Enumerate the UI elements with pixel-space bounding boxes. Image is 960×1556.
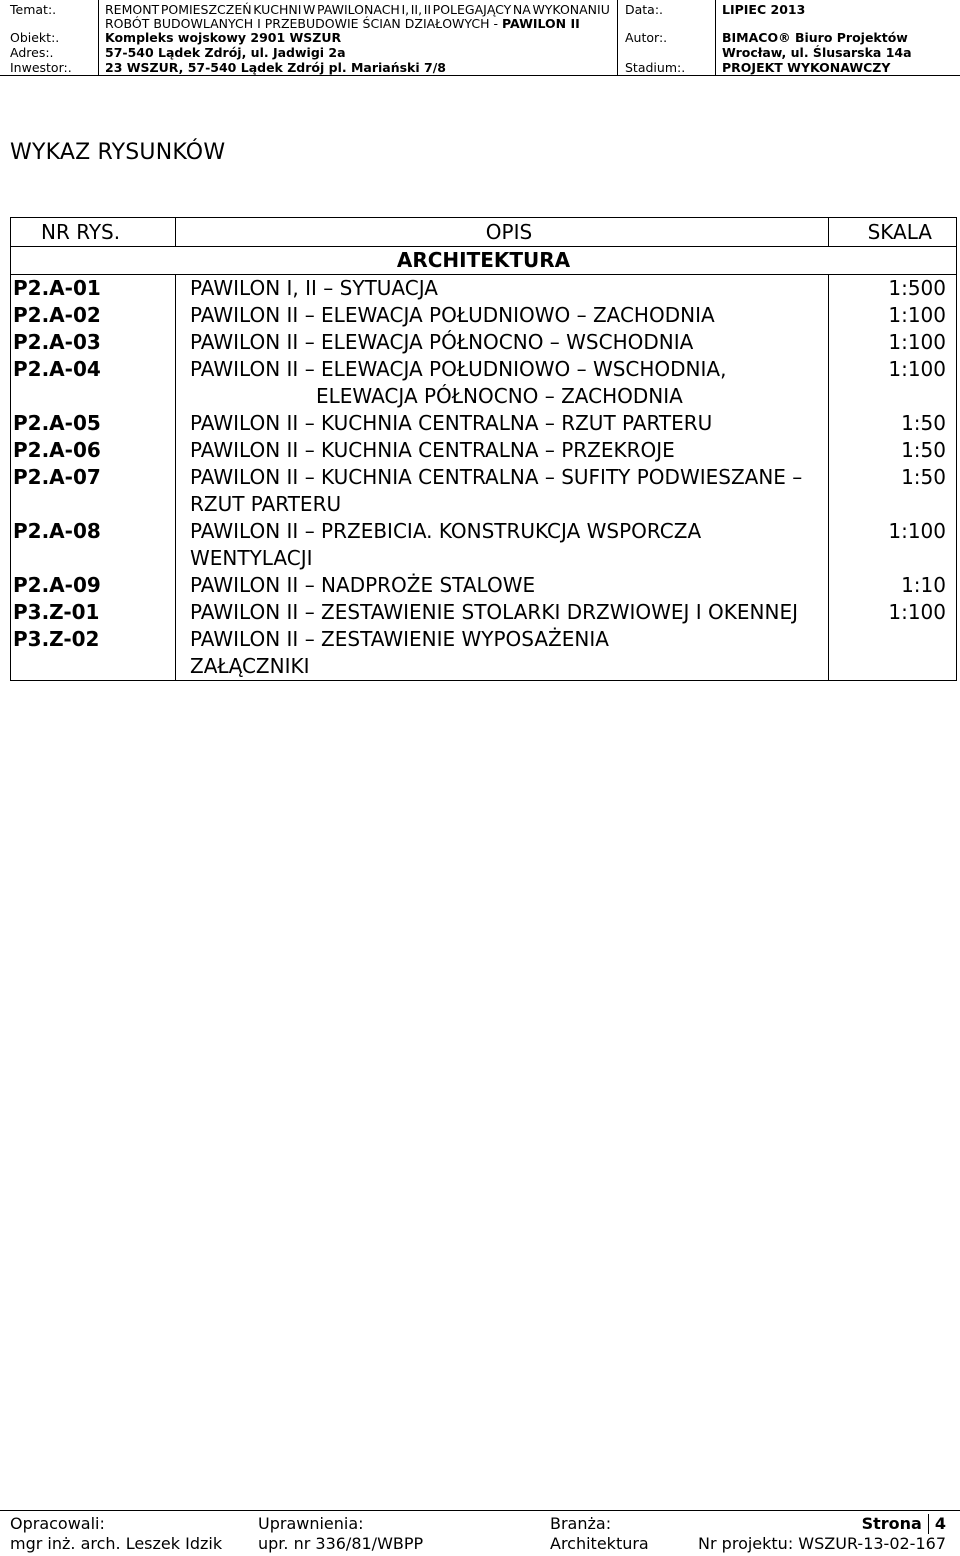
drawing-scale: 1:100 [829,356,957,410]
table-row [11,626,957,681]
page-number [862,1514,946,1534]
drawing-scale: 1:100 [829,329,957,356]
drawing-scale: 1:50 [829,437,957,464]
table-row [11,410,957,437]
drawing-number: P2.A-01 [11,275,176,303]
drawing-scale: 1:100 [829,599,957,626]
drawing-description: PAWILON II – KUCHNIA CENTRALNA – RZUT PARTERU [176,410,829,437]
drawing-number: P2.A-03 [11,329,176,356]
table-row [11,275,957,303]
header-divider [617,0,618,75]
temat-word: REMONT [105,2,160,17]
drawing-number: P2.A-07 [11,464,176,518]
table-row [11,572,957,599]
column-header-skala: SKALA [829,218,957,247]
autor-label: Autor:. [625,30,668,45]
drawing-description [176,464,829,518]
temat-word: WYKONANIU [532,2,610,17]
autor-address: Wrocław, ul. Ślusarska 14a [722,45,912,60]
drawings-table [10,217,957,681]
drawing-description-line-1: PAWILON II – KUCHNIA CENTRALNA – SUFITY PODWIESZANE – [190,465,803,489]
table-header-row [11,218,957,247]
drawing-number: P2.A-09 [11,572,176,599]
temat-word: NA [512,2,531,17]
branza-value: Architektura [550,1534,649,1553]
drawing-number: P3.Z-01 [11,599,176,626]
table-row [11,437,957,464]
temat-word: POMIESZCZEŃ [160,2,252,17]
stadium-value: PROJEKT WYKONAWCZY [722,60,891,75]
opracowal-value: mgr inż. arch. Leszek Idzik [10,1534,223,1553]
drawing-description-line-1: PAWILON II – ZESTAWIENIE WYPOSAŻENIA [190,627,609,651]
drawing-description [176,356,829,410]
drawing-description-line-2: ZAŁĄCZNIKI [190,654,310,678]
temat-word: KUCHNI [253,2,302,17]
drawing-description: PAWILON II – ELEWACJA POŁUDNIOWO – ZACHODNIA [176,302,829,329]
section-title: ARCHITEKTURA [11,247,957,275]
drawing-scale: 1:100 [829,518,957,572]
inwestor-value: 23 WSZUR, 57-540 Lądek Zdrój pl. Mariański 7/8 [105,60,446,75]
table-row [11,329,957,356]
temat-word: PAWILONACH [317,2,400,17]
column-header-opis: OPIS [176,218,829,247]
table-row [11,518,957,572]
uprawnienia-value: upr. nr 336/81/WBPP [258,1534,424,1553]
drawing-scale: 1:500 [829,275,957,303]
table-row [11,356,957,410]
drawing-description: PAWILON II – NADPROŻE STALOWE [176,572,829,599]
temat-line-2 [105,16,580,31]
data-value: LIPIEC 2013 [722,2,806,17]
table-row [11,599,957,626]
inwestor-label: Inwestor:. [10,60,72,75]
project-number: Nr projektu: WSZUR-13-02-167 [698,1534,946,1553]
temat-word: POLEGAJĄCY [432,2,512,17]
drawing-scale: 1:100 [829,302,957,329]
adres-label: Adres:. [10,45,54,60]
page-title: WYKAZ RYSUNKÓW [10,140,226,165]
opracowal-label: Opracowali: [10,1514,105,1533]
autor-value: BIMACO® Biuro Projektów [722,30,908,45]
drawing-number: P2.A-08 [11,518,176,572]
temat-word: II, [410,2,423,17]
stadium-label: Stadium:. [625,60,686,75]
header-divider [98,0,99,75]
drawing-description [176,626,829,681]
drawing-scale [829,626,957,681]
document-header [0,0,960,76]
drawing-scale: 1:50 [829,464,957,518]
temat-word: W [303,2,316,17]
table-row [11,464,957,518]
drawing-description: PAWILON II – KUCHNIA CENTRALNA – PRZEKROJE [176,437,829,464]
temat-line-2-text: ROBÓT BUDOWLANYCH I PRZEBUDOWIE ŚCIAN DZIAŁOWYCH - [105,16,502,31]
header-divider [715,0,716,75]
adres-value: 57-540 Lądek Zdrój, ul. Jadwigi 2a [105,45,346,60]
drawing-number: P2.A-02 [11,302,176,329]
document-footer [0,1510,960,1556]
column-header-nr: NR RYS. [11,218,176,247]
data-label: Data:. [625,2,664,17]
temat-line-1 [105,2,610,17]
page-number-label: Strona [861,1514,922,1533]
drawing-description: PAWILON II – PRZEBICIA. KONSTRUKCJA WSPORCZA WENTYLACJI [176,518,829,572]
drawing-description: PAWILON I, II – SYTUACJA [176,275,829,303]
drawing-description-line-2: RZUT PARTERU [190,492,342,516]
drawing-description: PAWILON II – ELEWACJA PÓŁNOCNO – WSCHODNIA [176,329,829,356]
uprawnienia-label: Uprawnienia: [258,1514,364,1533]
drawing-description-line-2: ELEWACJA PÓŁNOCNO – ZACHODNIA [316,384,683,408]
drawing-scale: 1:10 [829,572,957,599]
drawing-description: PAWILON II – ZESTAWIENIE STOLARKI DRZWIOWEJ I OKENNEJ [176,599,829,626]
drawing-number: P3.Z-02 [11,626,176,681]
obiekt-label: Obiekt:. [10,30,60,45]
temat-label: Temat:. [10,2,57,17]
drawing-description-line-1: PAWILON II – ELEWACJA POŁUDNIOWO – WSCHODNIA, [190,357,727,381]
section-row [11,247,957,275]
drawing-number: P2.A-05 [11,410,176,437]
drawing-number: P2.A-06 [11,437,176,464]
branza-label: Branża: [550,1514,612,1533]
temat-word: II [423,2,432,17]
page-number-value: 4 [928,1514,946,1534]
temat-word: I, [401,2,410,17]
obiekt-value: Kompleks wojskowy 2901 WSZUR [105,30,342,45]
drawing-scale: 1:50 [829,410,957,437]
table-row [11,302,957,329]
drawing-number: P2.A-04 [11,356,176,410]
temat-line-2-bold: PAWILON II [501,16,580,31]
